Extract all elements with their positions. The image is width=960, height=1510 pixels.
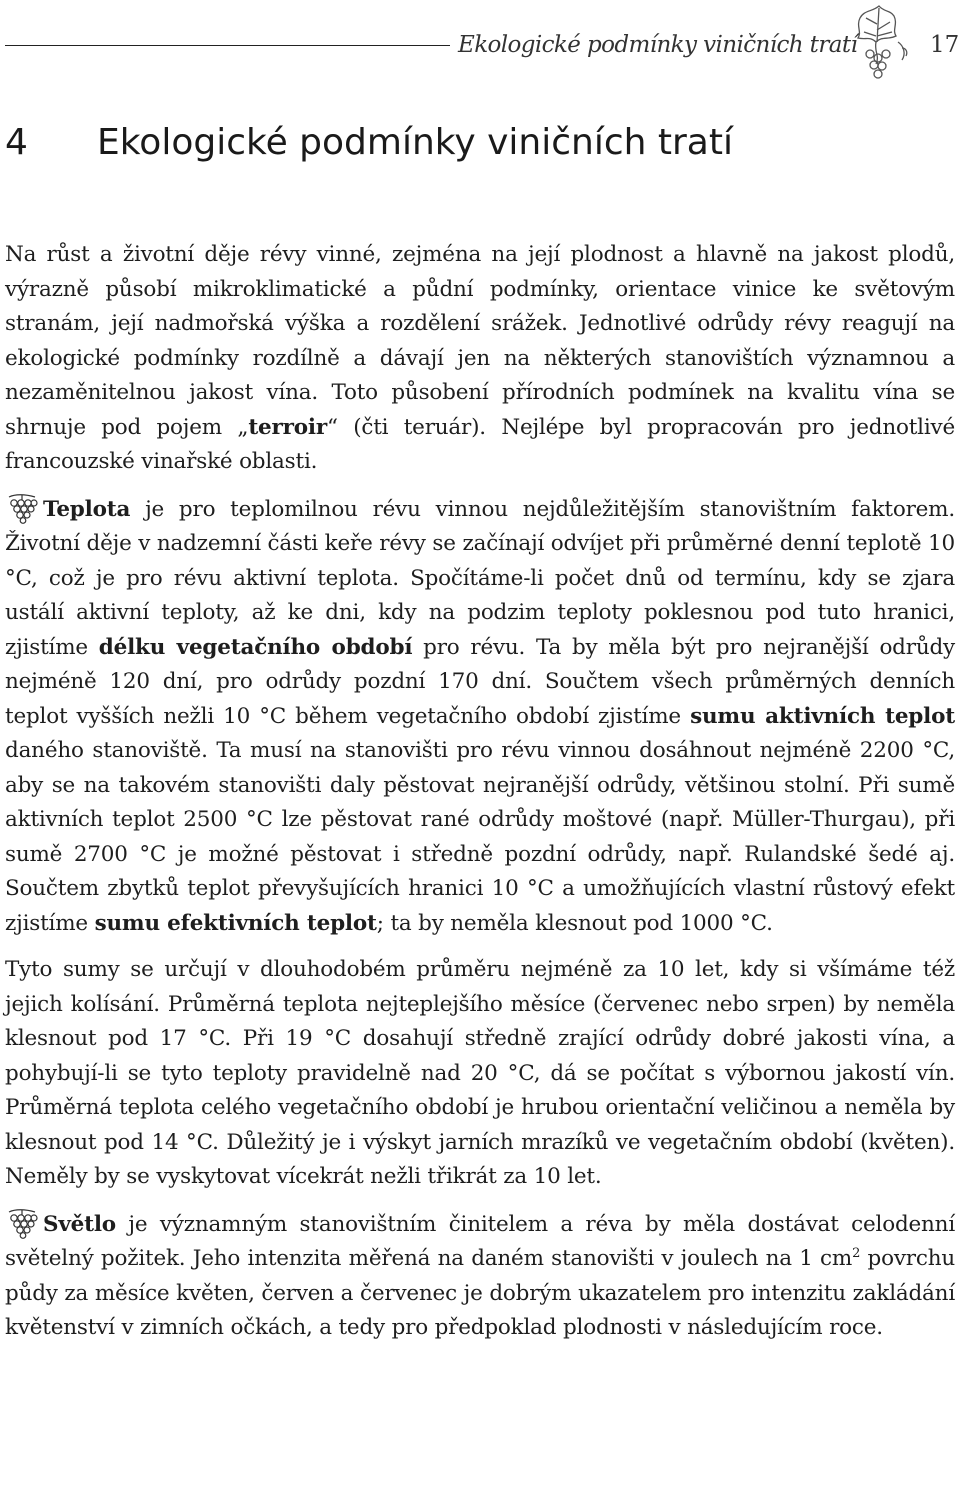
term-suma-aktivnich-teplot: sumu aktivních teplot	[690, 703, 955, 729]
term-svetlo: Světlo	[43, 1211, 116, 1237]
text-run: je významným stanovištním činitelem a réva by měla dostávat celodenní světelný požitek. Jeho intenzita měřená na daném stanovišti v joulech na 1 cm	[5, 1211, 955, 1271]
chapter-heading	[5, 118, 733, 168]
running-header	[0, 0, 960, 95]
text-run: daného stanoviště. Ta musí na stanovišti pro révu vinnou dosáhnout nejméně 2200 °C, aby se na takovém stanovišti daly pěstovat nejranější odrůdy, většinou stolní. Při sumě aktivních teplot 2500 °C lze pěstovat rané odrůdy moštové (např. Müller-Thurgau), při sumě 2700 °C je možné pěstovat i středně pozdní odrůdy, např. Rulandské šedé aj. Součtem zbytků teplot převyšujících hranici 10 °C a umožňujících vlastní růstový efekt zjistíme	[5, 738, 955, 936]
paragraph-svetlo	[5, 1207, 955, 1346]
term-terroir: terroir	[248, 414, 328, 440]
term-suma-efektivnich-teplot: sumu efektivních teplot	[94, 910, 377, 936]
grape-bunch-icon	[5, 1207, 39, 1239]
text-run: “ (čti teruár). Nejlépe byl propracován pro jednotlivé francouzské vinařské oblasti.	[5, 414, 955, 474]
running-title: Ekologické podmínky viničních tratí	[458, 32, 858, 58]
text-run: pro révu. Ta by měla být pro nejranější odrůdy nejméně 120 dní, pro odrůdy pozdní 170 dní. Součtem všech průměrných denních teplot vyšších nežli 10 °C během vegetačního období zjistíme	[5, 634, 955, 729]
grape-bunch-icon	[5, 492, 39, 524]
superscript: 2	[852, 1246, 861, 1261]
paragraph-teplota	[5, 492, 955, 942]
body-text	[5, 238, 955, 1346]
text-run: je pro teplomilnou révu vinnou nejdůležitějším stanovištním faktorem. Životní děje v nadzemní části keře révy se začínají odvíjet při průměrné denní teplotě 10 °C, což je pro révu aktivní teplota. Spočítáme-li počet dnů od termínu, kdy se zjara ustálí aktivní teploty, až ke dni, kdy na podzim teploty poklesnou pod tuto hranici, zjistíme	[5, 496, 955, 660]
term-teplota: Teplota	[43, 496, 131, 522]
text-run: Na růst a životní děje révy vinné, zejména na její plodnost a hlavně na jakost plodů, výrazně působí mikroklimatické a půdní podmínky, orientace vinice ke světovým stranám, její nadmořská výška a rozdělení srážek. Jednotlivé odrůdy révy reagují na ekologické podmínky rozdílně a dávají jen na některých stanovištích významnou a nezaměnitelnou jakost vína. Toto působení přírodních podmínek na kvalitu vína se shrnuje pod pojem „	[5, 242, 955, 440]
chapter-number: 4	[5, 122, 28, 163]
text-run: povrchu půdy za měsíce květen, červen a červenec je dobrým ukazatelem pro intenzitu zakládání květenství v zimních očkách, a tedy pro předpoklad plodnosti v následujícím roce.	[5, 1246, 956, 1340]
chapter-title: Ekologické podmínky viničních tratí	[97, 122, 733, 163]
text-run: ; ta by neměla klesnout pod 1000 °C.	[376, 910, 773, 936]
grape-leaf-icon	[846, 2, 912, 84]
text-run: Tyto sumy se určují v dlouhodobém průměru nejméně za 10 let, kdy si všímáme též jejich kolísání. Průměrná teplota nejteplejšího měsíce (červenec nebo srpen) by neměla klesnout pod 17 °C. Při 19 °C dosahují středně zrající odrůdy dobré jakosti vína, a pohybují-li se tyto teploty pravidelně nad 20 °C, dá se počítat s výbornou jakostí vín. Průměrná teplota celého vegetačního období je hrubou orientační veličinou a neměla by klesnout pod 14 °C. Důležitý je i výskyt jarních mrazíků ve vegetačním období (květen). Neměly by se vyskytovat vícekrát nežli třikrát za 10 let.	[5, 957, 955, 1189]
paragraph-intro	[5, 238, 955, 480]
header-rule	[5, 45, 450, 46]
term-delka-vegetacniho-obdobi: délku vegetačního období	[98, 634, 413, 660]
paragraph-sumy	[5, 953, 955, 1195]
page-number: 17	[930, 32, 960, 58]
